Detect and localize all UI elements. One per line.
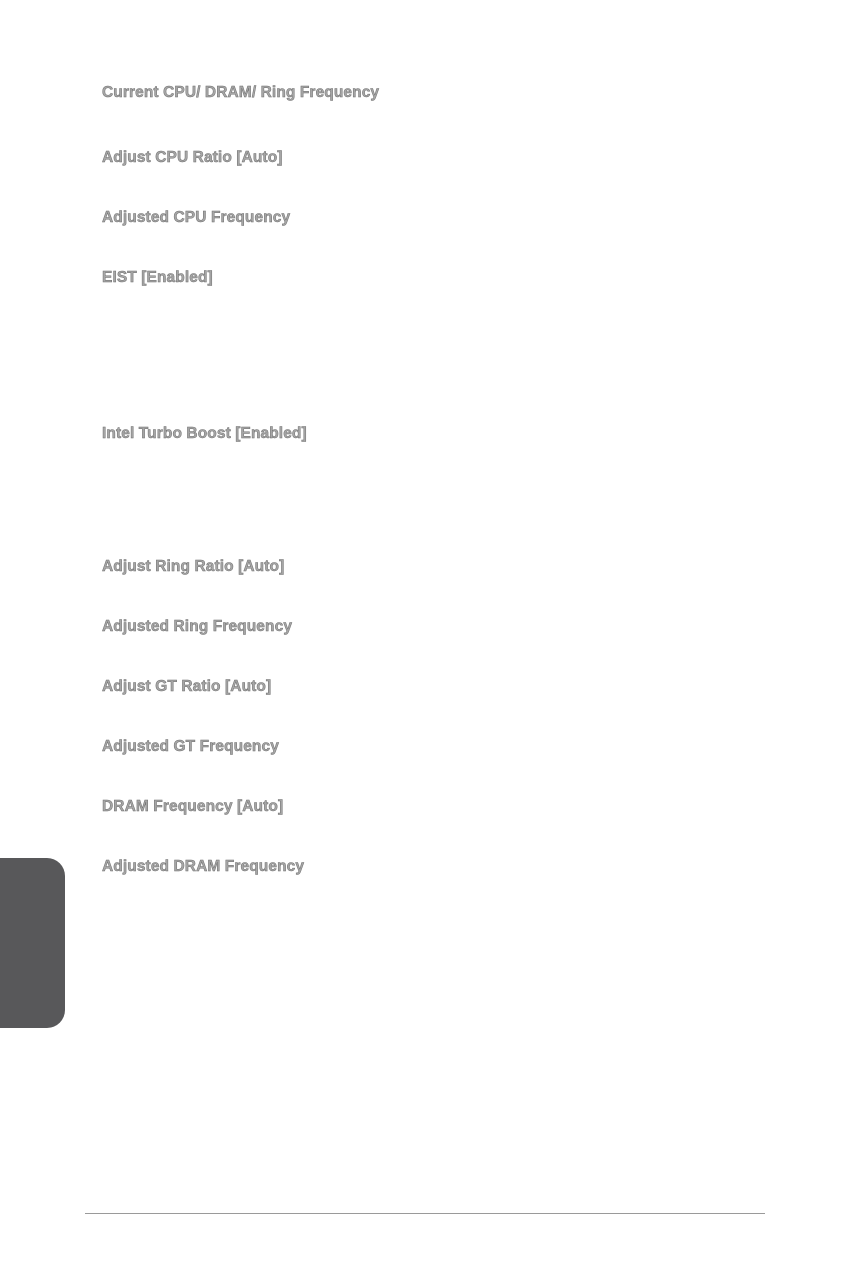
heading-adjusted-dram-frequency: Adjusted DRAM Frequency [102, 858, 305, 875]
heading-adjust-gt-ratio: Adjust GT Ratio [Auto] [102, 678, 272, 695]
heading-adjusted-cpu-frequency: Adjusted CPU Frequency [102, 209, 291, 226]
heading-eist: EIST [Enabled] [102, 269, 213, 286]
footer-divider [85, 1213, 765, 1214]
heading-adjust-ring-ratio: Adjust Ring Ratio [Auto] [102, 558, 285, 575]
heading-adjust-cpu-ratio: Adjust CPU Ratio [Auto] [102, 149, 283, 166]
heading-adjusted-gt-frequency: Adjusted GT Frequency [102, 738, 279, 755]
heading-intel-turbo-boost: Intel Turbo Boost [Enabled] [102, 425, 307, 442]
chapter-side-tab [0, 858, 65, 1028]
heading-current-frequency: Current CPU/ DRAM/ Ring Frequency [102, 84, 380, 101]
heading-dram-frequency: DRAM Frequency [Auto] [102, 798, 284, 815]
heading-adjusted-ring-frequency: Adjusted Ring Frequency [102, 618, 293, 635]
